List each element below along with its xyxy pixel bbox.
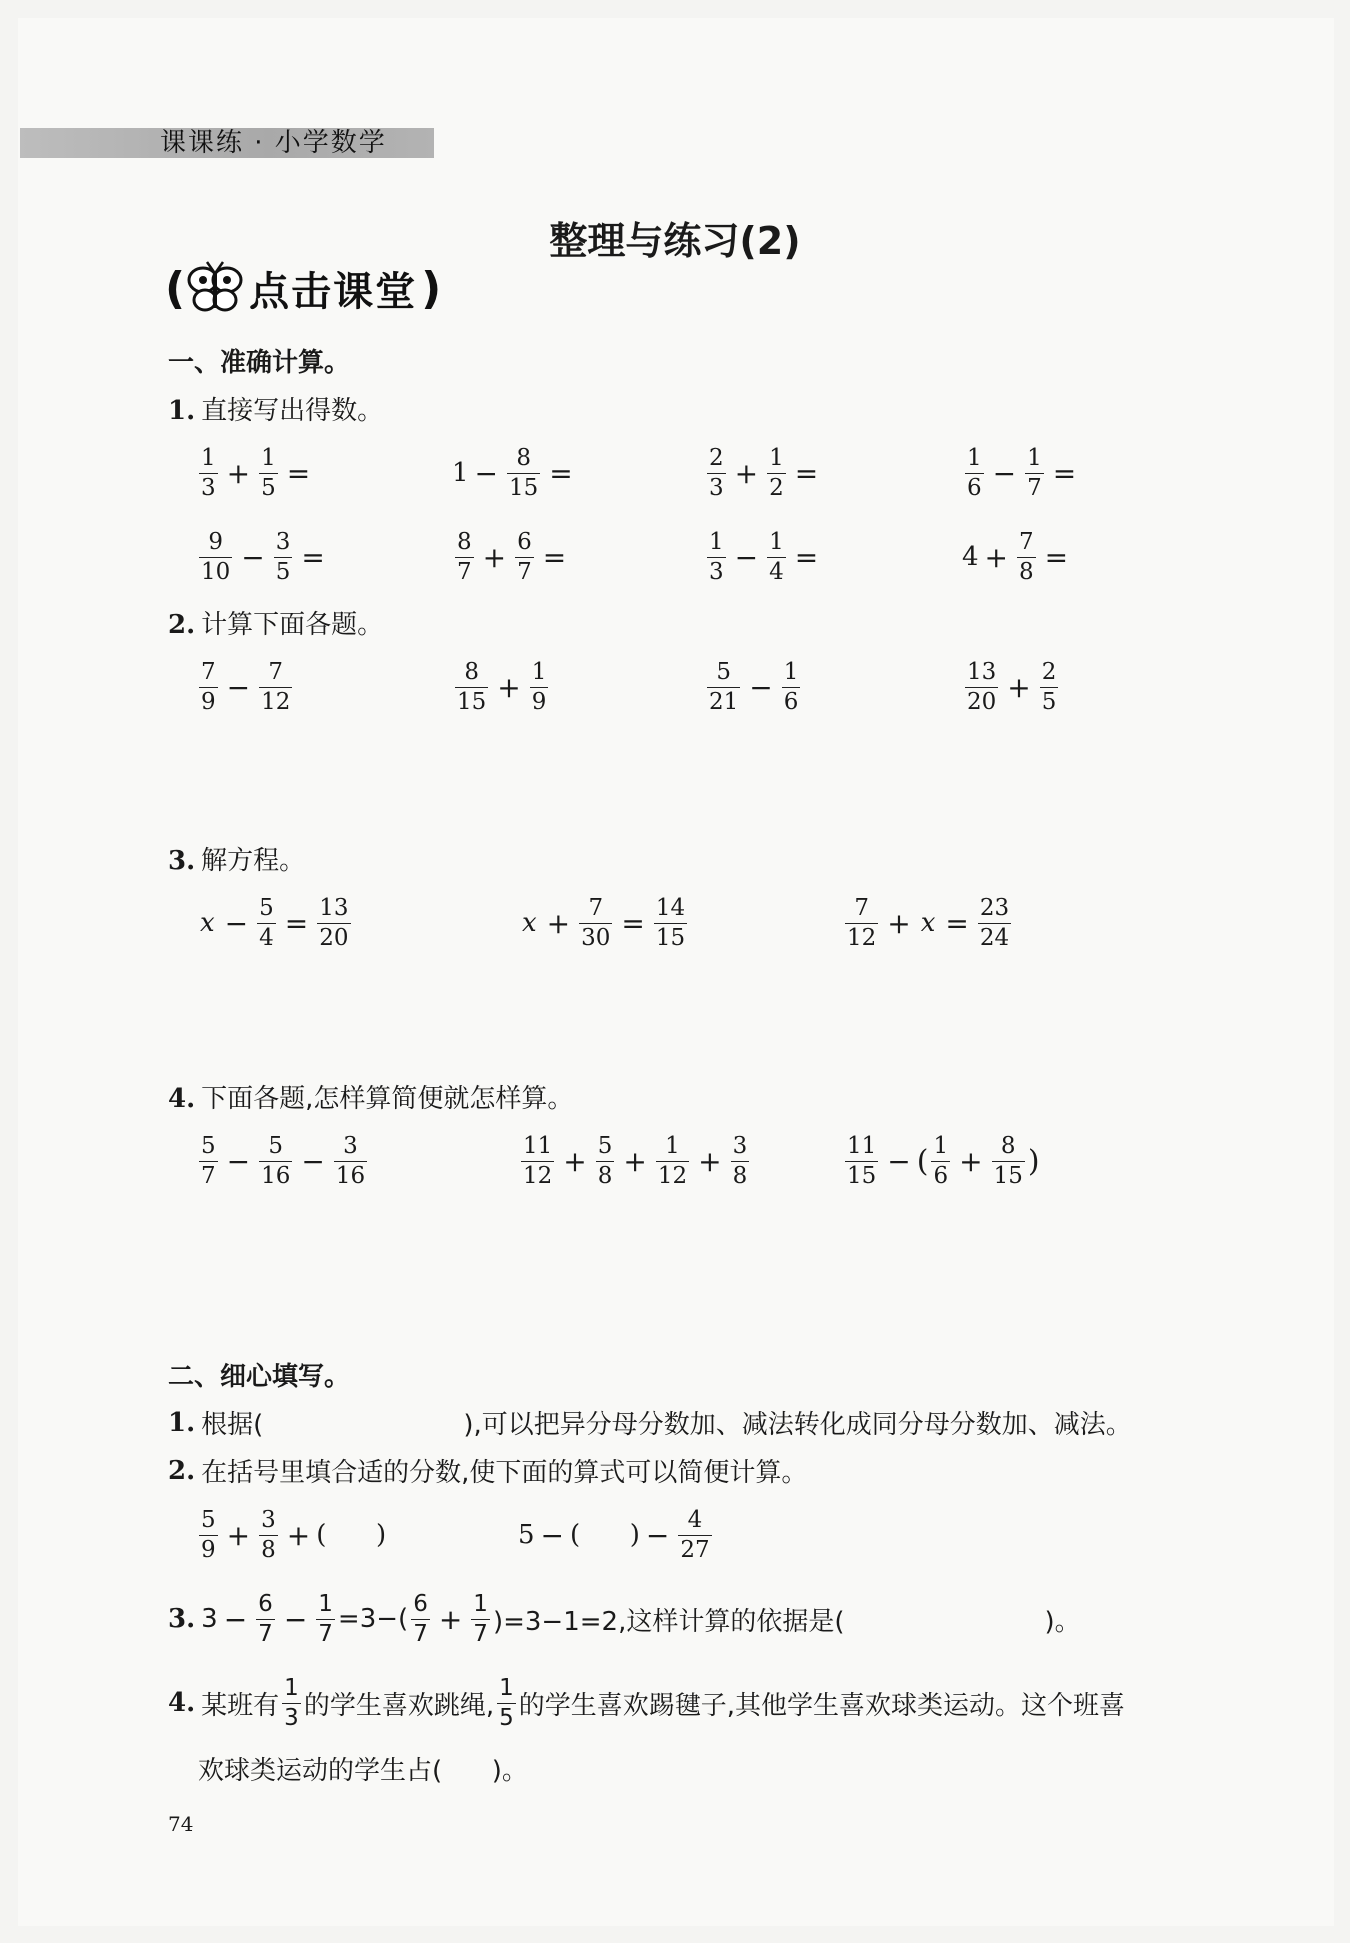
fraction: $\frac{3}{5}$ (275, 528, 291, 585)
fraction: $\frac{1}{4}$ (769, 528, 784, 585)
fraction: $\frac{1}{3}$ (201, 444, 216, 501)
question-2: 2. 计算下面各题。 (168, 610, 384, 640)
question-3: 3. 解方程。 (168, 846, 306, 876)
f2-expr-2: 5 − ( ) − $\frac{4}{27}$ (518, 1506, 710, 1563)
q2-expr-4: $\frac{13}{20}$ + $\frac{2}{5}$ (967, 658, 1057, 715)
answer-blank[interactable]: ( ) (316, 1520, 387, 1550)
fraction: $\frac{8}{15}$ (993, 1132, 1023, 1189)
fraction: $\frac{2}{5}$ (1041, 658, 1057, 715)
q2-expr-3: $\frac{5}{21}$ − $\frac{1}{6}$ (709, 658, 799, 715)
q3-equation-2: x + $\frac{7}{30}$ = $\frac{14}{15}$ (522, 894, 686, 951)
fraction: $\frac{5}{7}$ (201, 1132, 216, 1189)
q1-expr-3: $\frac{2}{3}$ + $\frac{1}{2}$ = (709, 444, 819, 501)
q2-expr-2: $\frac{8}{15}$ + $\frac{1}{9}$ (457, 658, 547, 715)
fill-4-line-2: 欢球类运动的学生占( )。 (198, 1756, 528, 1786)
fraction: $\frac{8}{7}$ (457, 528, 472, 585)
fraction: $\frac{7}{12}$ (261, 658, 291, 715)
fraction: $\frac{7}{30}$ (581, 894, 611, 951)
fill-2: 2. 在括号里填合适的分数,使下面的算式可以简便计算。 (168, 1455, 808, 1488)
q3-equation-3: $\frac{7}{12}$ + x = $\frac{23}{24}$ (847, 894, 1010, 951)
q1-expr-4: $\frac{1}{6}$ − $\frac{1}{7}$ = (967, 444, 1077, 501)
fraction: $\frac{11}{15}$ (847, 1132, 877, 1189)
fraction: $\frac{1}{5}$ (261, 444, 276, 501)
fraction: $\frac{5}{4}$ (259, 894, 274, 951)
fraction: $\frac{1}{2}$ (769, 444, 784, 501)
fraction: $\frac{1}{6}$ (933, 1132, 949, 1189)
section-1-heading: 一、准确计算。 (168, 348, 351, 378)
q1-expr-6: $\frac{8}{7}$ + $\frac{6}{7}$ = (457, 528, 567, 585)
question-1 (168, 390, 383, 427)
fraction: $\frac{3}{8}$ (732, 1132, 748, 1189)
fraction: $\frac{1}{6}$ (783, 658, 799, 715)
fraction: $\frac{1}{3}$ (284, 1674, 299, 1731)
fraction: $\frac{13}{20}$ (319, 894, 349, 951)
fraction: $\frac{8}{15}$ (457, 658, 487, 715)
q1-expr-2: 1 − $\frac{8}{15}$ = (452, 444, 573, 501)
q1-expr-7: $\frac{1}{3}$ − $\frac{1}{4}$ = (709, 528, 819, 585)
fraction: $\frac{1}{12}$ (657, 1132, 688, 1189)
fraction: $\frac{7}{9}$ (201, 658, 216, 715)
section-2-heading: 二、细心填写。 (168, 1362, 351, 1392)
page-title: 整理与练习(2) (549, 219, 801, 263)
q1-expr-5: $\frac{9}{10}$ − $\frac{3}{5}$ = (201, 528, 325, 585)
fraction: $\frac{1}{3}$ (709, 528, 724, 585)
banner-left-bracket-icon: ( (165, 262, 186, 314)
q3-equation-1: x − $\frac{5}{4}$ = $\frac{13}{20}$ (200, 894, 349, 951)
fraction: $\frac{6}{7}$ (517, 528, 532, 585)
fraction: $\frac{4}{27}$ (680, 1506, 710, 1563)
fraction: $\frac{14}{15}$ (655, 894, 686, 951)
fraction: $\frac{11}{12}$ (523, 1132, 553, 1189)
fraction: $\frac{1}{7}$ (318, 1590, 333, 1647)
fraction: $\frac{1}{5}$ (499, 1674, 514, 1731)
q2-expr-1: $\frac{7}{9}$ − $\frac{7}{12}$ (201, 658, 291, 715)
fraction: $\frac{5}{16}$ (261, 1132, 291, 1189)
fraction: $\frac{6}{7}$ (258, 1590, 273, 1647)
fraction: $\frac{6}{7}$ (413, 1590, 428, 1647)
fill-3: 3. 3 − $\frac{6}{7}$ − $\frac{1}{7}$ =3−( $\frac{6}{7}$ + $\frac{1}{7}$ )=3−1=2,这样计算的依据是( )。 (168, 1590, 1081, 1647)
question-text: 直接写出得数。 (201, 396, 384, 426)
f2-expr-1: $\frac{5}{9}$ + $\frac{3}{8}$ + ( ) (201, 1506, 387, 1563)
q1-expr-1: $\frac{1}{3}$ + $\frac{1}{5}$ = (201, 444, 311, 501)
butterfly-icon (185, 260, 245, 316)
fill-4: 4. 某班有 $\frac{1}{3}$ 的学生喜欢跳绳, $\frac{1}{5}$ 的学生喜欢踢毽子,其他学生喜欢球类运动。这个班喜 (168, 1674, 1125, 1731)
fraction: $\frac{2}{3}$ (709, 444, 724, 501)
section-banner (165, 258, 441, 318)
fraction: $\frac{1}{9}$ (531, 658, 547, 715)
fraction: $\frac{5}{21}$ (709, 658, 739, 715)
fraction: $\frac{9}{10}$ (201, 528, 231, 585)
page-number: 74 (168, 1812, 194, 1836)
q4-expr-2: $\frac{11}{12}$ + $\frac{5}{8}$ + $\frac{1}{12}$ + $\frac{3}{8}$ (523, 1132, 748, 1189)
fraction: $\frac{5}{9}$ (201, 1506, 216, 1563)
fraction: $\frac{5}{8}$ (597, 1132, 613, 1189)
question-number: 1. (168, 396, 196, 426)
fraction: $\frac{23}{24}$ (979, 894, 1010, 951)
banner-text: 点击课堂 (249, 268, 418, 315)
fraction: $\frac{3}{8}$ (261, 1506, 276, 1563)
banner-right-bracket-icon: ) (421, 262, 442, 314)
fill-1: 1. 根据( ),可以把异分母分数加、减法转化成同分母分数加、减法。 (168, 1407, 1132, 1440)
header-text: 课课练 · 小学数学 (160, 128, 387, 158)
answer-blank[interactable]: ( ) (570, 1520, 640, 1550)
fraction: $\frac{1}{7}$ (1027, 444, 1042, 501)
q4-expr-1: $\frac{5}{7}$ − $\frac{5}{16}$ − $\frac{3}{16}$ (201, 1132, 366, 1189)
fraction: $\frac{7}{8}$ (1019, 528, 1034, 585)
q4-expr-3: $\frac{11}{15}$ − ( $\frac{1}{6}$ + $\frac{8}{15}$ ) (847, 1132, 1040, 1189)
fraction: $\frac{13}{20}$ (967, 658, 997, 715)
fraction: $\frac{8}{15}$ (509, 444, 539, 501)
fraction: $\frac{3}{16}$ (335, 1132, 366, 1189)
fraction: $\frac{1}{6}$ (967, 444, 982, 501)
question-4: 4. 下面各题,怎样算简便就怎样算。 (168, 1084, 574, 1114)
fraction: $\frac{1}{7}$ (473, 1590, 488, 1647)
q1-expr-8: 4 + $\frac{7}{8}$ = (962, 528, 1069, 585)
fraction: $\frac{7}{12}$ (847, 894, 877, 951)
